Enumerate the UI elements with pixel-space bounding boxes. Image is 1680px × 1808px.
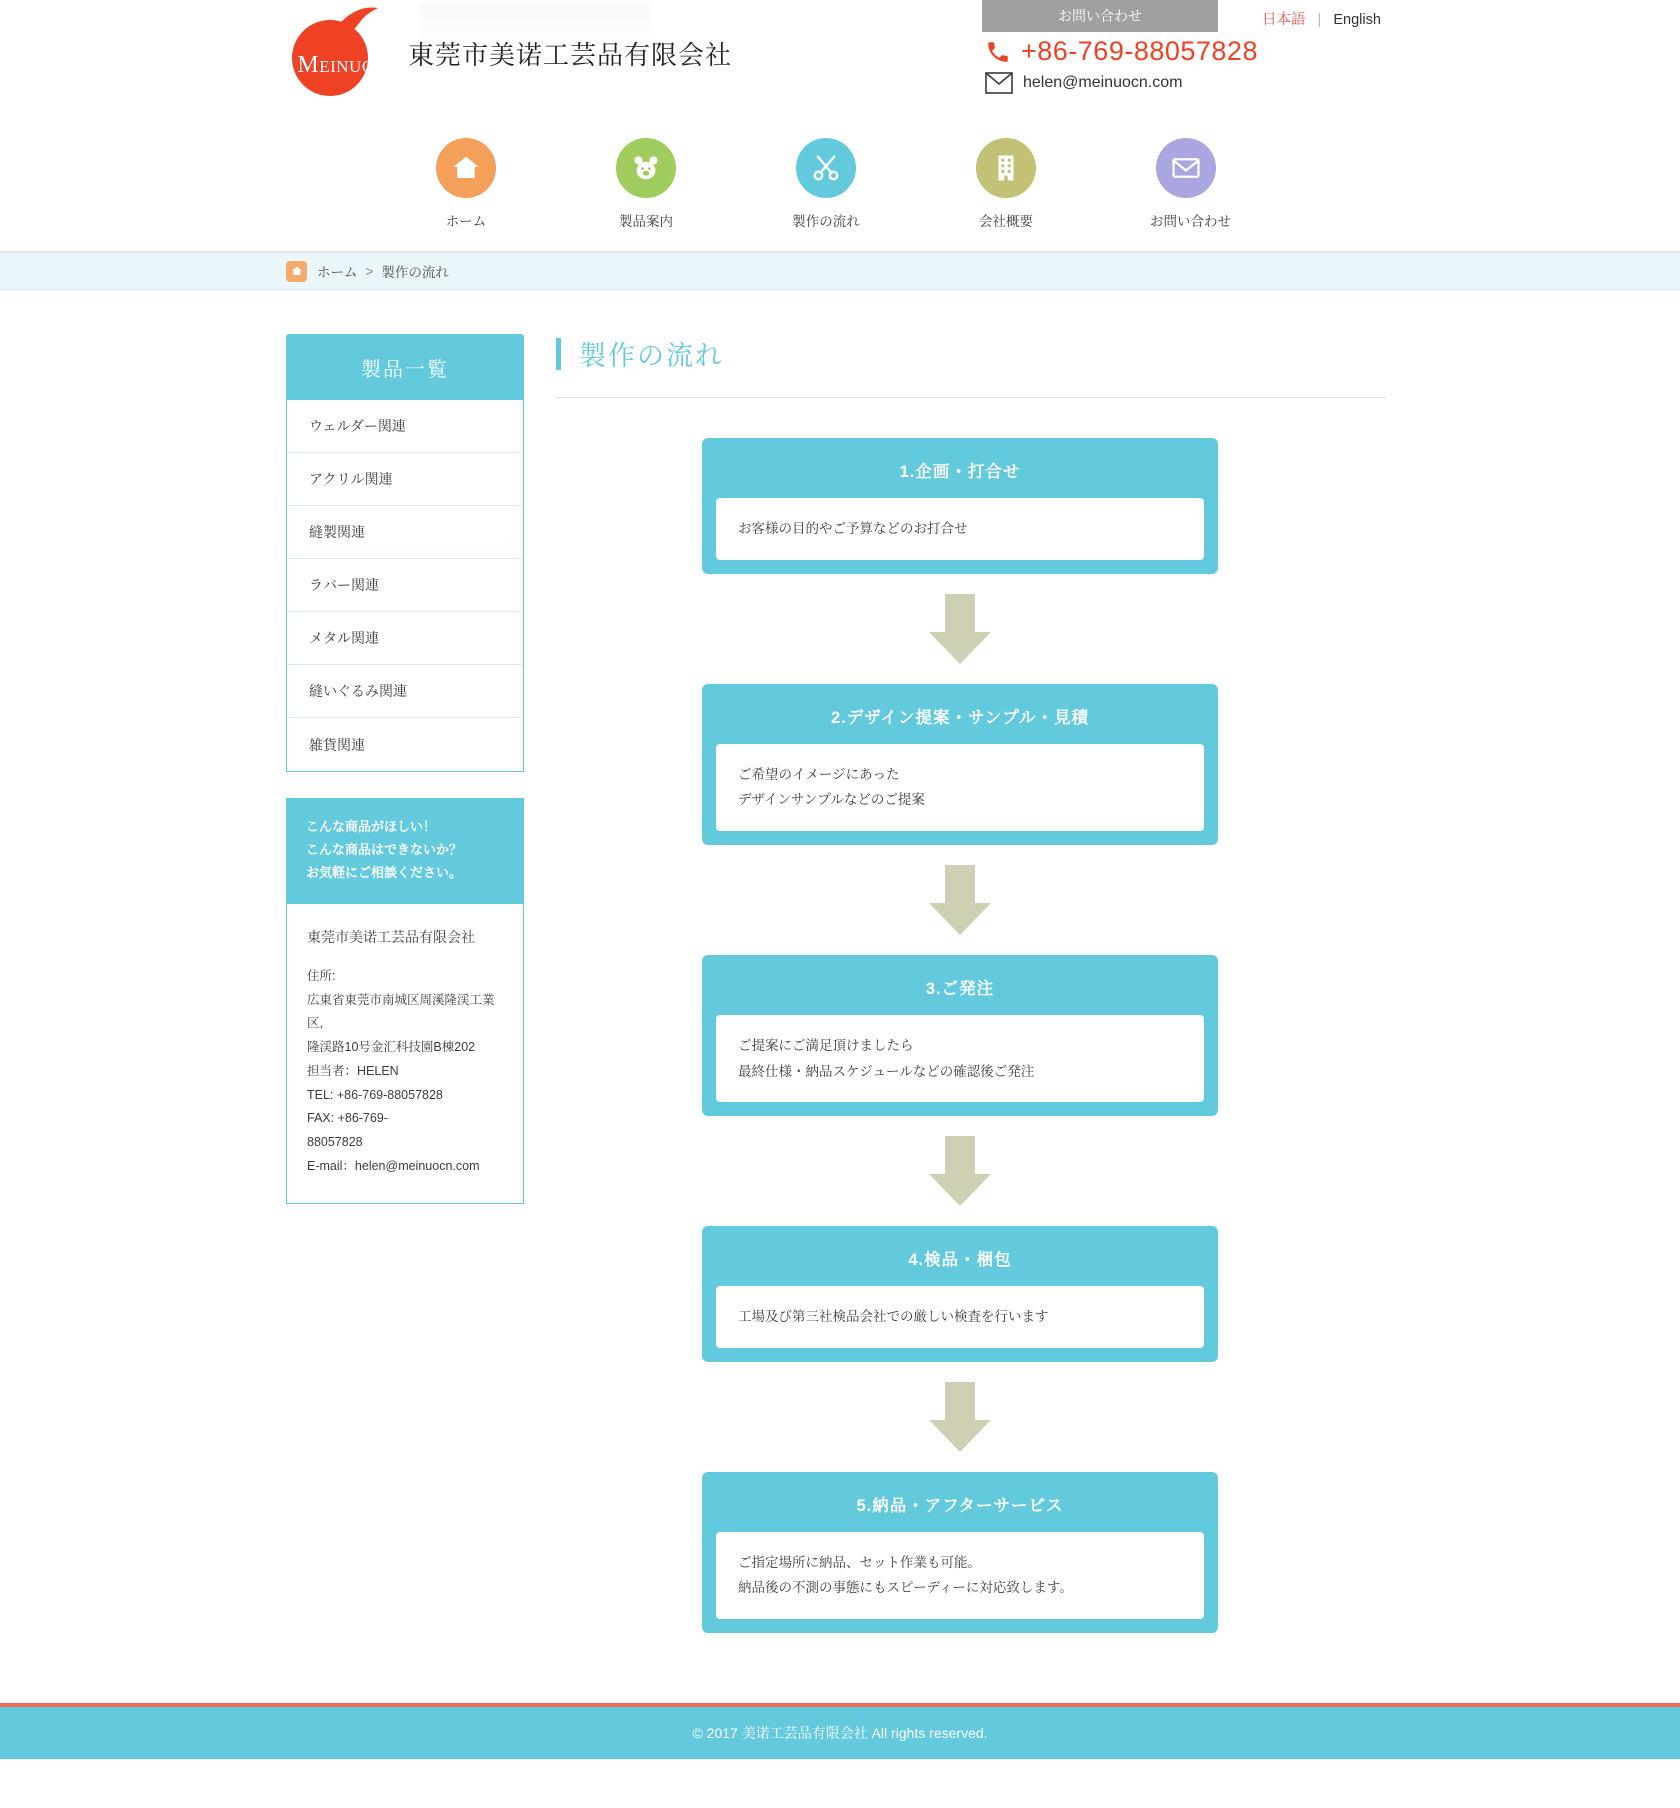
building-icon bbox=[976, 138, 1036, 198]
copyright-text: © 2017 美诺工芸品有限会社 All rights reserved. bbox=[692, 1725, 988, 1742]
nav-item-home[interactable] bbox=[430, 138, 502, 230]
sidebar-company-name: 東莞市美诺工芸品有限会社 bbox=[307, 929, 475, 946]
sidebar-item-goods[interactable]: 雑貨関連 bbox=[287, 718, 523, 771]
breadcrumb-separator: > bbox=[365, 263, 374, 279]
flow-step-body bbox=[716, 498, 1204, 560]
main-content bbox=[556, 334, 1386, 1633]
nav-label: 会社概要 bbox=[979, 214, 1033, 229]
logo-area[interactable] bbox=[286, 6, 732, 100]
flow-step-line: デザインサンプルなどのご提案 bbox=[738, 792, 925, 808]
nav-label: 製品案内 bbox=[619, 214, 673, 229]
breadcrumb-bar bbox=[0, 252, 1680, 290]
info-line: 隆渓路10号金汇科技園B棟202 bbox=[307, 1040, 476, 1055]
logo-wordmark-initial: M bbox=[297, 52, 320, 78]
flow-step-heading: 4.検品・梱包 bbox=[908, 1251, 1012, 1270]
info-line: 住所: bbox=[307, 968, 336, 983]
logo-wordmark-rest: EINUO bbox=[319, 57, 375, 76]
flow-step-body bbox=[716, 744, 1204, 831]
lang-english[interactable]: English bbox=[1333, 12, 1381, 28]
bird-icon bbox=[318, 6, 380, 50]
logo-mark bbox=[286, 6, 380, 100]
breadcrumb-current: 製作の流れ bbox=[381, 265, 449, 280]
nav-label: お問い合わせ bbox=[1150, 214, 1231, 229]
lang-japanese[interactable]: 日本語 bbox=[1262, 12, 1306, 28]
process-flow bbox=[556, 438, 1386, 1633]
home-icon bbox=[286, 261, 307, 282]
site-footer bbox=[0, 1703, 1680, 1759]
promo-line: お気軽にご相談ください。 bbox=[306, 864, 463, 880]
phone-icon bbox=[985, 39, 1011, 65]
flow-step-line: 納品後の不測の事態にもスピーディーに対応致します。 bbox=[738, 1580, 1073, 1596]
flow-step-heading: 1.企画・打合せ bbox=[899, 463, 1021, 481]
flow-step-body bbox=[716, 1286, 1204, 1348]
info-line: 88057828 bbox=[307, 1135, 363, 1150]
flow-step-body bbox=[716, 1532, 1204, 1619]
sidebar-company-info bbox=[286, 904, 524, 1203]
flow-step-line: ご指定場所に納品、セット作業も可能。 bbox=[738, 1554, 981, 1570]
site-header bbox=[0, 0, 1680, 252]
sidebar-promo bbox=[286, 798, 524, 904]
flow-step-line: 工場及び第三社検品会社での厳しい検査を行います bbox=[738, 1309, 1049, 1325]
flow-step-line: お客様の目的やご予算などのお打合せ bbox=[738, 521, 968, 536]
flow-step-line: ご提案にご満足頂けましたら bbox=[738, 1037, 914, 1053]
info-line: 担当者：HELEN bbox=[307, 1063, 399, 1078]
sidebar-item-metal[interactable]: メタル関連 bbox=[287, 612, 523, 665]
flow-arrow-down-icon bbox=[923, 863, 997, 937]
flow-arrow-down-icon bbox=[923, 592, 997, 666]
info-line: 広東省東莞市南城区周溪隆渓工業区, bbox=[307, 992, 495, 1031]
bear-icon bbox=[616, 138, 676, 198]
email-address[interactable]: helen@meinuocn.com bbox=[1023, 74, 1183, 91]
flow-step-line: ご希望のイメージにあった bbox=[738, 766, 900, 782]
home-icon bbox=[436, 138, 496, 198]
phone-row bbox=[985, 36, 1258, 67]
envelope-icon bbox=[1156, 138, 1216, 198]
sidebar bbox=[286, 334, 524, 1633]
info-line: TEL: +86-769-88057828 bbox=[307, 1087, 443, 1102]
flow-step-heading: 3.ご発注 bbox=[925, 979, 995, 998]
sidebar-item-plush[interactable]: 縫いぐるみ関連 bbox=[287, 665, 523, 718]
info-line: FAX: +86-769- bbox=[307, 1111, 388, 1126]
flow-step-line: 最終仕様・納品スケジュールなどの確認後ご発注 bbox=[738, 1063, 1035, 1079]
breadcrumb bbox=[286, 261, 449, 282]
nav-item-contact[interactable] bbox=[1150, 138, 1231, 230]
page-title: 製作の流れ bbox=[579, 341, 724, 371]
main-navigation bbox=[430, 138, 1231, 230]
flow-step-heading: 2.デザイン提案・サンプル・見積 bbox=[830, 708, 1090, 727]
lang-separator: | bbox=[1317, 12, 1322, 28]
nav-item-products[interactable] bbox=[610, 138, 682, 230]
phone-number[interactable]: +86-769-88057828 bbox=[1021, 36, 1258, 66]
nav-item-flow[interactable] bbox=[790, 138, 862, 230]
sidebar-item-sewing[interactable]: 縫製関連 bbox=[287, 506, 523, 559]
flow-arrow-down-icon bbox=[923, 1380, 997, 1454]
sidebar-item-rubber[interactable]: ラバー関連 bbox=[287, 559, 523, 612]
sidebar-heading: 製品一覧 bbox=[286, 334, 524, 400]
sidebar-item-welder[interactable]: ウェルダー関連 bbox=[287, 400, 523, 453]
page-title-row bbox=[556, 334, 1386, 398]
promo-line: こんな商品はできないか？ bbox=[306, 841, 463, 857]
flow-step-2 bbox=[702, 684, 1218, 845]
scissors-icon bbox=[796, 138, 856, 198]
title-accent-bar bbox=[556, 338, 561, 370]
nav-item-company[interactable] bbox=[970, 138, 1042, 230]
contact-button[interactable]: お問い合わせ bbox=[982, 0, 1218, 32]
company-name: 東莞市美诺工芸品有限会社 bbox=[408, 39, 733, 70]
language-switcher[interactable] bbox=[1262, 8, 1381, 29]
nav-label: 製作の流れ bbox=[792, 214, 860, 229]
flow-arrow-down-icon bbox=[923, 1134, 997, 1208]
breadcrumb-home-link[interactable]: ホーム bbox=[317, 265, 358, 280]
logo-wordmark bbox=[296, 52, 376, 79]
page-body bbox=[0, 290, 1680, 1703]
email-row bbox=[985, 72, 1182, 94]
sidebar-item-acrylic[interactable]: アクリル関連 bbox=[287, 453, 523, 506]
flow-step-5 bbox=[702, 1472, 1218, 1633]
sidebar-category-list bbox=[286, 400, 524, 772]
flow-step-4 bbox=[702, 1226, 1218, 1362]
flow-step-heading: 5.納品・アフターサービス bbox=[856, 1496, 1064, 1515]
promo-line: こんな商品がほしい！ bbox=[306, 819, 437, 834]
flow-step-1 bbox=[702, 438, 1218, 574]
info-line: E-mail：helen@meinuocn.com bbox=[307, 1158, 480, 1173]
nav-label: ホーム bbox=[445, 214, 487, 229]
flow-step-3 bbox=[702, 955, 1218, 1116]
flow-step-body bbox=[716, 1015, 1204, 1102]
envelope-icon bbox=[985, 72, 1013, 94]
